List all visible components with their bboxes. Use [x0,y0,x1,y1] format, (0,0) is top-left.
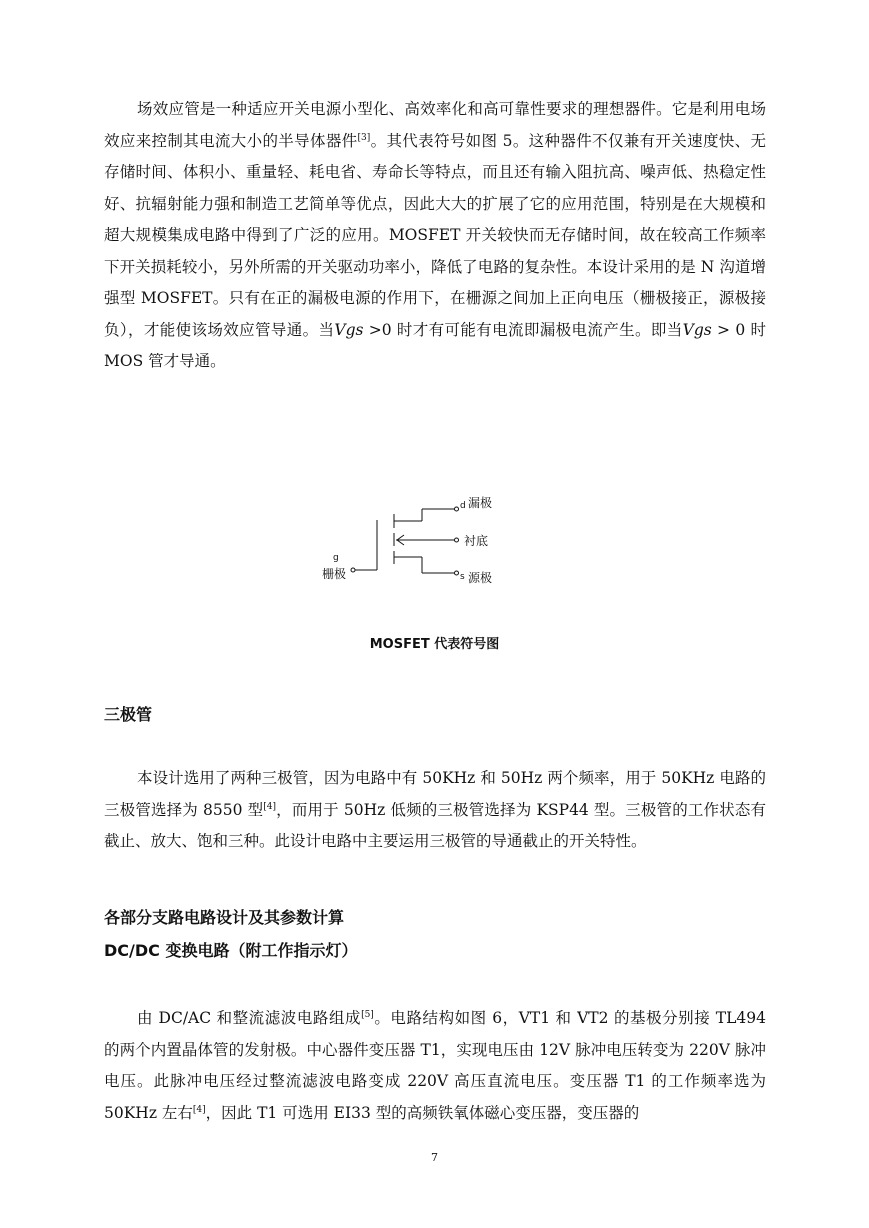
section-heading-triode: 三极管 [104,705,153,724]
drain-letter: d [460,501,466,511]
paragraph-triode [104,763,766,858]
substrate-label: 衬底 [464,534,489,548]
gate-letter: g [333,553,339,563]
figure-caption: MOSFET 代表符号图 [369,637,500,652]
section-heading-dcdc: DC/DC 变换电路（附工作指示灯） [104,941,358,960]
section-heading-branch-circuits: 各部分支路电路设计及其参数计算 [104,908,345,927]
paragraph-mosfet-intro [104,94,766,378]
text-run: > 0 时 MOS 管才导通。 [104,320,766,370]
drain-terminal [455,507,459,511]
source-letter: s [460,572,465,582]
text-run: 由 DC/AC 和整流滤波电路组成 [137,1009,362,1027]
citation: [4] [263,801,277,812]
text-run: 。电路结构如图 6，VT1 和 VT2 的基极分别接 TL494 的两个内置晶体管的发射极。中心器件变压器 T1，实现电压由 12V 脉冲电压转变为 220V 脉冲电压。此脉冲电压经过整流滤波电路变成 220V 高压直流电压。变压器 T1 的工作频率选为 50KHz 左右 [104,1009,766,1122]
citation: [5] [361,1010,374,1020]
text-run: 场效应管是一种适应开关电源小型化、高效率化和高可靠性要求的理想器件。它是利用电场效应来控制其电流大小的半导体器件 [104,100,766,150]
gate-label: 栅极 [322,567,347,581]
source-label: 源极 [468,571,493,585]
substrate-terminal [455,538,459,542]
page-number: 7 [431,1151,438,1164]
text-run: ，而用于 50Hz 低频的三极管选择为 KSP44 型。三极管的工作状态有截止、放大、饱和三种。此设计电路中主要运用三极管的导通截止的开关特性。 [104,800,766,850]
text-run: 本设计选用了两种三极管，因为电路中有 50KHz 和 50Hz 两个频率，用于 50KHz 电路的三极管选择为 8550 型 [104,769,766,819]
gate-terminal [351,568,355,572]
paragraph-dcdc [104,1003,766,1129]
math-variable: Vgs [682,320,712,339]
text-run: >0 时才有可能有电流即漏极电流产生。即当 [363,320,683,339]
math-variable: Vgs [334,320,364,339]
text-run: ，因此 T1 可选用 EI33 型的高频铁氧体磁心变压器，变压器的 [205,1103,640,1122]
citation: [3] [357,132,371,143]
text-run: 。其代表符号如图 5。这种器件不仅兼有开关速度快、无存储时间、体积小、重量轻、耗电省、寿命长等特点，而且还有输入阻抗高、噪声低、热稳定性好、抗辐射能力强和制造工艺简单等优点，因此大大的扩展了它的应用范围，特别是在大规模和超大规模集成电路中得到了广泛的应用。MOSFET 开关较快而无存储时间，故在较高工作频率下开关损耗较小，另外所需的开关驱动功率小，降低了电路的复杂性。本设计采用的是 N 沟道增强型 MOSFET。只有在正的漏极电源的作用下，在栅源之间加上正向电压（栅极接正，源极接负），才能使该场效应管导通。当 [104,131,766,339]
drain-label: 漏极 [468,496,493,510]
citation: [4] [192,1104,206,1115]
mosfet-symbol-figure [322,492,502,586]
source-terminal [455,571,459,575]
